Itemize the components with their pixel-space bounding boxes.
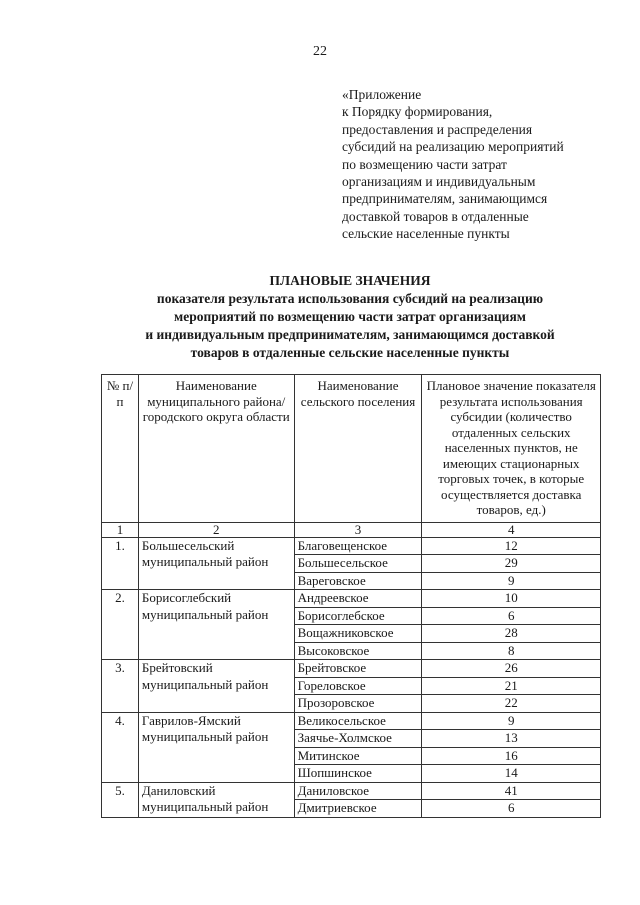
district-name: Даниловский муниципальный район <box>138 782 294 817</box>
appendix-line: организациям и индивидуальным <box>342 174 536 190</box>
settlement-name: Прозоровское <box>294 695 422 713</box>
appendix-line: сельские населенные пункты <box>342 226 510 242</box>
planned-value: 28 <box>422 625 601 643</box>
appendix-line: доставкой товаров в отдаленные <box>342 208 529 224</box>
column-number: 4 <box>422 522 601 537</box>
table-row <box>102 660 601 678</box>
planned-value: 14 <box>422 765 601 783</box>
table-row <box>102 590 601 608</box>
appendix-reference <box>342 86 632 243</box>
planned-value: 41 <box>422 782 601 800</box>
settlement-name: Высоковское <box>294 642 422 660</box>
header-district: Наименование муниципального района/ городского округа области <box>138 375 294 523</box>
settlement-name: Большесельское <box>294 555 422 573</box>
page-number: 22 <box>313 44 327 59</box>
column-number: 1 <box>102 522 139 537</box>
planned-value: 9 <box>422 572 601 590</box>
settlement-name: Вареговское <box>294 572 422 590</box>
appendix-line: «Приложение <box>342 87 422 102</box>
settlement-name: Андреевское <box>294 590 422 608</box>
settlement-name: Заячье-Холмское <box>294 730 422 748</box>
settlement-name: Благовещенское <box>294 537 422 555</box>
table-row <box>102 782 601 800</box>
table-body <box>102 522 601 817</box>
appendix-line: предпринимателям, занимающимся <box>342 191 548 207</box>
planned-value: 26 <box>422 660 601 678</box>
appendix-line: по возмещению части затрат <box>342 156 507 172</box>
settlement-name: Борисоглебское <box>294 607 422 625</box>
column-number: 3 <box>294 522 422 537</box>
settlement-name: Брейтовское <box>294 660 422 678</box>
title-line: и индивидуальным предпринимателям, занимающимся доставкой <box>145 327 555 342</box>
district-name: Борисоглебский муниципальный район <box>138 590 294 660</box>
appendix-line: к Порядку формирования, <box>342 104 493 120</box>
planned-value: 6 <box>422 800 601 818</box>
title-heading: ПЛАНОВЫЕ ЗНАЧЕНИЯ <box>269 273 431 288</box>
header-settlement: Наименование сельского поселения <box>294 375 422 523</box>
settlement-name: Великосельское <box>294 712 422 730</box>
planned-value: 16 <box>422 747 601 765</box>
table-row <box>102 537 601 555</box>
planned-value: 29 <box>422 555 601 573</box>
district-name: Брейтовский муниципальный район <box>138 660 294 713</box>
column-number-row <box>102 522 601 537</box>
settlement-name: Даниловское <box>294 782 422 800</box>
planned-value: 21 <box>422 677 601 695</box>
row-index: 4. <box>102 712 139 782</box>
settlement-name: Дмитриевское <box>294 800 422 818</box>
district-name: Большесельский муниципальный район <box>138 537 294 590</box>
planned-value: 12 <box>422 537 601 555</box>
row-index: 5. <box>102 782 139 817</box>
district-name: Гаврилов-Ямский муниципальный район <box>138 712 294 782</box>
settlement-name: Шопшинское <box>294 765 422 783</box>
header-planned-value: Плановое значение показателя результата использования субсидии (количество отдаленных сельских населенных пунктов, не имеющих стационарных торговых точек, в которые осуществляется доставка товаров, ед.) <box>422 375 601 523</box>
row-index: 3. <box>102 660 139 713</box>
planned-value: 22 <box>422 695 601 713</box>
planned-value: 8 <box>422 642 601 660</box>
appendix-line: предоставления и распределения <box>342 121 533 137</box>
planned-value: 10 <box>422 590 601 608</box>
header-number: № п/п <box>102 375 139 523</box>
planned-value: 9 <box>422 712 601 730</box>
title-line: мероприятий по возмещению части затрат организациям <box>174 309 526 324</box>
settlement-name: Вощажниковское <box>294 625 422 643</box>
column-number: 2 <box>138 522 294 537</box>
planned-value: 13 <box>422 730 601 748</box>
settlement-name: Митинское <box>294 747 422 765</box>
planned-values-table <box>101 374 601 818</box>
table-header-row <box>102 375 601 523</box>
appendix-line: субсидий на реализацию мероприятий <box>342 139 564 155</box>
row-index: 1. <box>102 537 139 590</box>
document-title <box>100 272 600 362</box>
title-line: показателя результата использования субсидий на реализацию <box>156 291 544 306</box>
row-index: 2. <box>102 590 139 660</box>
table-row <box>102 712 601 730</box>
planned-value: 6 <box>422 607 601 625</box>
settlement-name: Гореловское <box>294 677 422 695</box>
title-line: товаров в отдаленные сельские населенные пункты <box>190 345 510 360</box>
